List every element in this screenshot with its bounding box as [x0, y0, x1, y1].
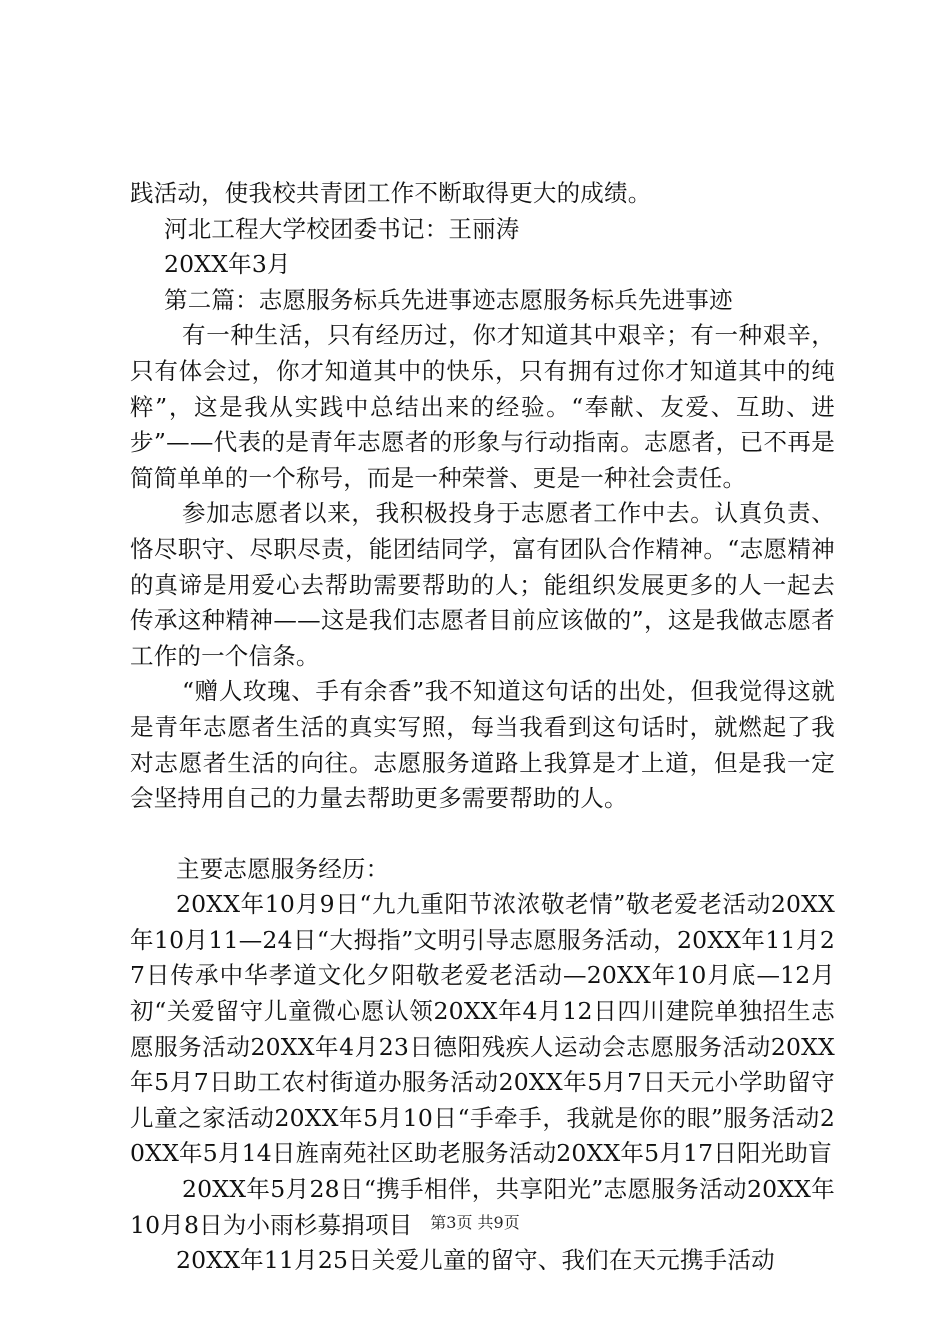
experience-heading: 主要志愿服务经历： — [176, 854, 390, 883]
experience-item: 20XX年11月25日关爱儿童的留守、我们在天元携手活动 — [176, 1246, 775, 1275]
signature-line: 河北工程大学校团委书记：王丽涛 — [164, 214, 520, 243]
experience-item: 20XX年5月28日“携手相伴，共享阳光”志愿服务活动20XX年10月8日为小雨杉募捐项目 — [130, 1175, 835, 1239]
experience-list: 20XX年10月9日“九九重阳节浓浓敬老情”敬老爱老活动20XX年10月11—24日“大拇指”文明引导志愿服务活动，20XX年11月27日传承中华孝道文化夕阳敬老爱老活动—20XX年10月底—12月初“关爱留守儿童微心愿认领20XX年4月12日四川建院单独招生志愿服务活动20XX年4月23日德阳残疾人运动会志愿服务活动20XX年5月7日助工农村街道办服务活动20XX年5月7日天元小学助留守儿童之家活动20XX年5月10日“手牵手，我就是你的眼”服务活动20XX年5月14日旌南苑社区助老服务活动20XX年5月17日阳光助盲 — [130, 890, 835, 1168]
paragraph-rose-quote: “赠人玫瑰、手有余香”我不知道这句话的出处，但我觉得这就是青年志愿者生活的真实写照，每当我看到这句话时，就燃起了我对志愿者生活的向往。志愿服务道路上我算是才上道，但是我一定会坚持用自己的力量去帮助更多需要帮助的人。 — [130, 677, 835, 813]
page-number-footer: 第3页 共9页 — [430, 1213, 520, 1232]
paragraph-continuation: 践活动，使我校共青团工作不断取得更大的成绩。 — [130, 179, 652, 207]
paragraph-intro: 有一种生活，只有经历过，你才知道其中艰辛；有一种艰辛，只有体会过，你才知道其中的快乐，只有拥有过你才知道其中的纯粹”，这是我从实践中总结出来的经验。“奉献、友爱、互助、进步”——代表的是青年志愿者的形象与行动指南。志愿者，已不再是简简单单的一个称号，而是一种荣誉、更是一种社会责任。 — [130, 321, 835, 492]
paragraph-participation: 参加志愿者以来，我积极投身于志愿者工作中去。认真负责、恪尽职守、尽职尽责，能团结同学，富有团队合作精神。“志愿精神的真谛是用爱心去帮助需要帮助的人；能组织发展更多的人一起去传承这种精神——这是我们志愿者目前应该做的”，这是我做志愿者工作的一个信条。 — [130, 499, 835, 670]
document-body — [130, 176, 835, 1279]
paragraph-gap — [130, 817, 835, 852]
section-heading: 第二篇：志愿服务标兵先进事迹志愿服务标兵先进事迹 — [164, 285, 733, 314]
date-line: 20XX年3月 — [164, 250, 291, 279]
